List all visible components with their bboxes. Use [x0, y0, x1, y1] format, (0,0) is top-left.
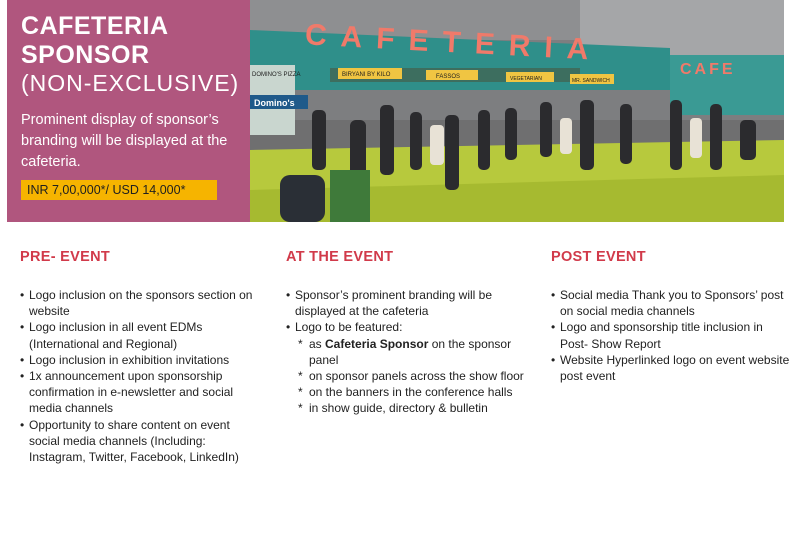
- list-item: • Website Hyperlinked logo on event website post event: [551, 352, 791, 384]
- list-item: • Logo inclusion in exhibition invitations: [20, 352, 260, 368]
- sub-list-item: * on the banners in the conference halls: [286, 384, 526, 400]
- pre-event-heading: PRE- EVENT: [20, 249, 111, 265]
- list-item: • Sponsor’s prominent branding will be displayed at the cafeteria: [286, 287, 526, 319]
- sub-list-item: * in show guide, directory & bulletin: [286, 400, 526, 416]
- stall-sign-1: DOMINO'S PIZZA: [252, 72, 301, 78]
- sub-item-suffix: on the sponsor panel: [309, 336, 512, 367]
- at-event-list: [286, 287, 526, 417]
- at-event-heading: AT THE EVENT: [286, 249, 394, 265]
- list-item: • Opportunity to share content on event social media channels (Including: Instagram, Twitter, Facebook, LinkedIn): [20, 417, 260, 466]
- post-event-column: [551, 249, 791, 384]
- stall-sign-4: VEGETARIAN: [510, 76, 542, 82]
- price-badge: INR 7,00,000*/ USD 14,000*: [21, 180, 217, 200]
- description: Prominent display of sponsor’s branding will be displayed at the cafeteria.: [21, 112, 228, 170]
- pre-event-list: [20, 287, 260, 465]
- stall-sign-3: FASSOS: [436, 74, 461, 80]
- sub-list-item: * on sponsor panels across the show floor: [286, 368, 526, 384]
- list-item: • Logo inclusion in all event EDMs (International and Regional): [20, 319, 260, 351]
- list-item: • 1x announcement upon sponsorship confirmation in e-newsletter and social media channels: [20, 368, 260, 417]
- list-item: • Logo and sponsorship title inclusion in Post- Show Report: [551, 319, 791, 351]
- title-panel: [7, 0, 250, 222]
- sub-item-prefix: as: [309, 336, 326, 351]
- stall-front-sign: Domino's: [254, 98, 295, 108]
- at-event-column: [286, 249, 526, 417]
- stall-sign-2: BIRYANI BY KILO: [342, 72, 391, 78]
- page-subtitle: (NON-EXCLUSIVE): [21, 70, 240, 96]
- sub-list-item: [286, 336, 526, 368]
- pre-event-column: [20, 249, 260, 465]
- post-event-list: [551, 287, 791, 384]
- cafeteria-sign: CAFETERIA: [304, 18, 604, 67]
- title-line-2: SPONSOR: [21, 41, 150, 69]
- page-title: [21, 12, 169, 70]
- title-line-1: CAFETERIA: [21, 12, 169, 40]
- sponsor-title-bold: Cafeteria Sponsor: [325, 336, 429, 351]
- header-banner: [0, 0, 800, 222]
- cafe-sign: CAFE: [680, 61, 736, 78]
- post-event-heading: POST EVENT: [551, 249, 646, 265]
- cafeteria-photo: [250, 0, 784, 222]
- stall-sign-5: MR. SANDWICH: [572, 78, 610, 84]
- list-item: • Logo to be featured:: [286, 319, 526, 335]
- list-item: • Logo inclusion on the sponsors section on website: [20, 287, 260, 319]
- list-item: • Social media Thank you to Sponsors’ post on social media channels: [551, 287, 791, 319]
